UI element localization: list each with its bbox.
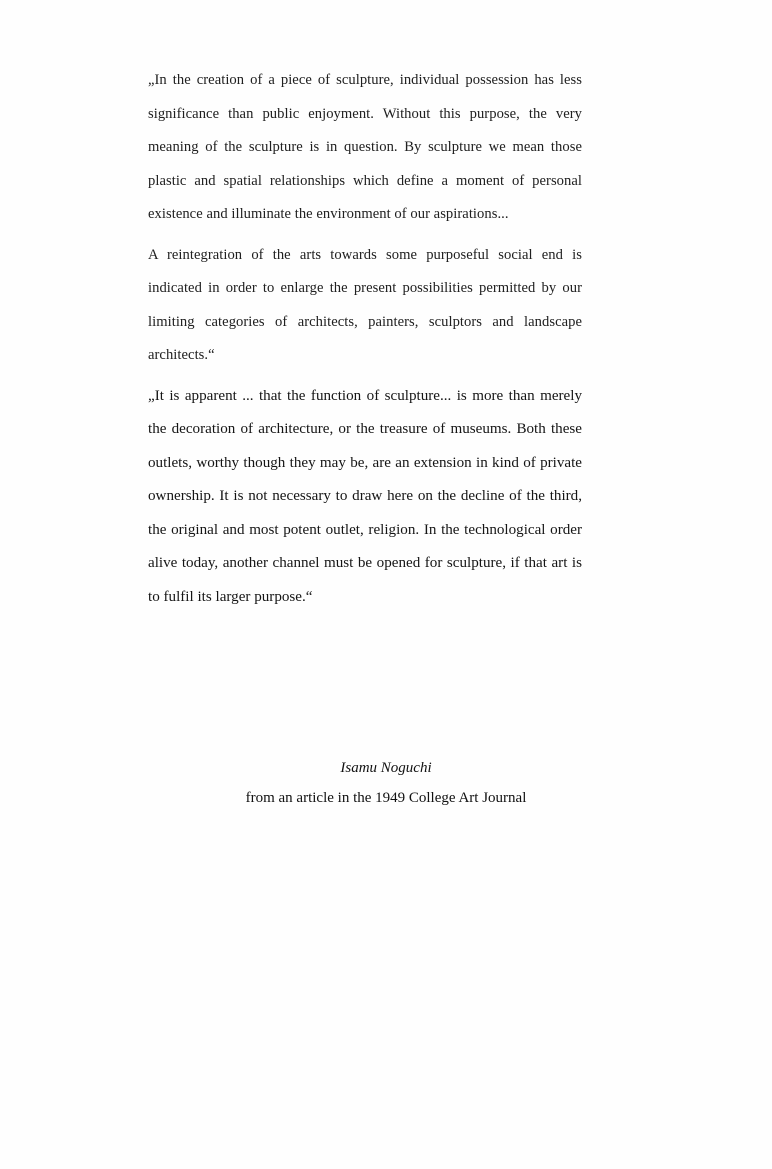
source-citation: from an article in the 1949 College Art Journal xyxy=(245,790,527,806)
author-name: Isamu Noguchi xyxy=(340,760,432,776)
quote-paragraph-3: „It is apparent ... that the function of sculpture... is more than merely the decoration of architecture, or the treasure of museums. Both these outlets, worthy though they may be, are an extension in kind of private ownership. It is not necessary to draw here on the decline of the third, the original and most potent outlet, religion. In the technological order alive today, another channel must be opened for sculpture, if that art is to fulfil its larger purpose.“ xyxy=(148,387,582,605)
quote-paragraph-2: A reintegration of the arts towards some purposeful social end is indicated in order to enlarge the present possibilities permitted by our limiting categories of architects, painters, sculptors and landscape architects.“ xyxy=(148,246,582,363)
quote-paragraph-1: „In the creation of a piece of sculpture, individual possession has less significance than public enjoyment. Without this purpose, the very meaning of the sculpture is in question. By sculpture we mean those plastic and spatial relationships which define a moment of personal existence and illuminate the environment of our aspirations... xyxy=(148,72,582,222)
quote-block xyxy=(148,64,582,621)
